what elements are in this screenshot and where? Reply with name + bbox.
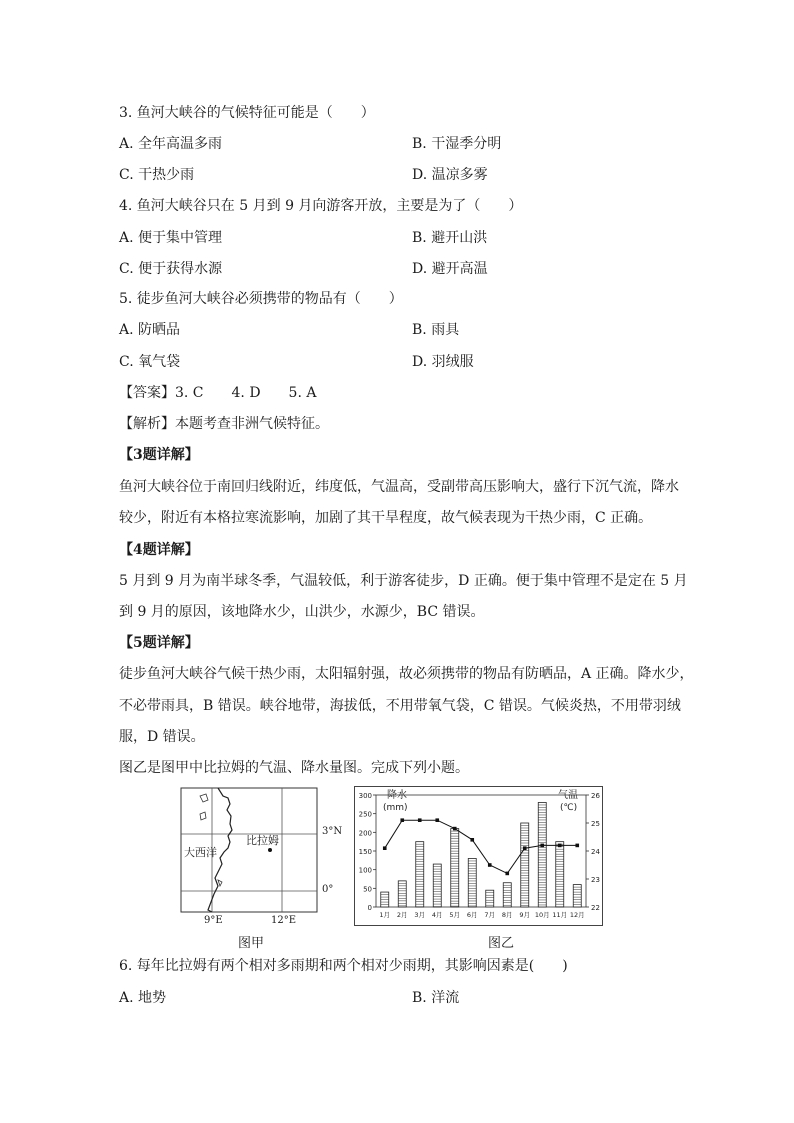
temperature-point: [488, 863, 492, 867]
month-label: 7月: [484, 911, 496, 919]
precip-bar-outline: [573, 885, 581, 907]
right-axis-tick-label: 22: [591, 904, 600, 912]
q5-stem: 5. 徒步鱼河大峡谷必须携带的物品有（ ）: [119, 291, 403, 307]
climate-chart-svg: [354, 786, 603, 926]
precip-bar-outline: [503, 883, 511, 907]
precip-bar: [538, 802, 546, 907]
detail-5-heading: 【5题详解】: [119, 635, 199, 651]
detail-4-line-2: 到 9 月的原因，该地降水少，山洪少，水源少，BC 错误。: [119, 604, 485, 620]
left-axis-tick-label: 50: [363, 885, 372, 894]
detail-4-line-1: 5 月到 9 月为南半球冬季，气温较低，利于游客徒步，D 正确。便于集中管理不是定在 5 月: [119, 573, 688, 589]
city-label: 比拉姆: [246, 834, 279, 847]
q3-option-b: B. 干湿季分明: [412, 136, 502, 152]
temperature-point: [575, 844, 579, 848]
month-label: 5月: [449, 911, 461, 919]
q5-option-d: D. 羽绒服: [412, 354, 474, 370]
left-axis-tick-label: 100: [358, 866, 372, 875]
q5-option-c: C. 氧气袋: [119, 354, 181, 370]
right-axis-unit: (℃): [560, 803, 578, 813]
q3-stem: 3. 鱼河大峡谷的气候特征可能是（ ）: [119, 105, 375, 121]
right-axis-tick-label: 26: [591, 792, 600, 800]
detail-5-line-3: 服，D 错误。: [119, 729, 205, 745]
q4-option-b: B. 避开山洪: [412, 230, 488, 246]
map-caption: 图甲: [238, 936, 265, 951]
precip-bar: [451, 829, 459, 907]
precip-bar: [486, 890, 494, 907]
lat-label-0: 0°: [322, 884, 334, 895]
temperature-point: [453, 827, 457, 831]
detail-5-line-2: 不必带雨具，B 错误。峡谷地带，海拔低，不用带氧气袋，C 错误。气候炎热，不用带羽绒: [119, 698, 681, 714]
precip-bar: [503, 883, 511, 907]
q3-option-a: A. 全年高温多雨: [119, 136, 223, 152]
right-axis-tick-label: 23: [591, 876, 600, 884]
month-label: 4月: [431, 911, 443, 919]
detail-3-line-2: 较少，附近有本格拉寒流影响，加剧了其干旱程度，故气候表现为干热少雨，C 正确。: [119, 510, 653, 526]
q4-option-c: C. 便于获得水源: [119, 261, 223, 277]
map-svg: [178, 786, 324, 916]
map-figure: [178, 786, 324, 916]
left-axis-tick-label: 250: [358, 810, 372, 819]
month-label: 6月: [466, 911, 478, 919]
month-label: 9月: [519, 911, 531, 919]
analysis-line: 【解析】本题考查非洲气候特征。: [119, 416, 329, 432]
detail-3-heading: 【3题详解】: [119, 447, 199, 463]
left-axis-tick-label: 300: [358, 792, 372, 800]
left-axis-tick-label: 0: [367, 904, 372, 912]
lon-label-12e: 12°E: [271, 915, 297, 926]
chart-caption: 图乙: [488, 936, 515, 951]
temperature-point: [558, 844, 562, 848]
q3-option-c: C. 干热少雨: [119, 167, 195, 183]
q6-stem: 6. 每年比拉姆有两个相对多雨期和两个相对少雨期，其影响因素是( ): [119, 958, 568, 974]
ocean-label: 大西洋: [184, 846, 217, 859]
climate-chart-figure: [354, 786, 603, 926]
left-axis-tick-label: 200: [358, 829, 372, 838]
precip-bar-outline: [433, 864, 441, 907]
precip-bar: [398, 881, 406, 907]
month-label: 8月: [501, 911, 513, 919]
temperature-point: [400, 818, 404, 822]
precip-bar: [521, 823, 529, 907]
precip-bar: [433, 864, 441, 907]
right-axis-tick-label: 24: [591, 848, 600, 856]
q5-option-b: B. 雨具: [412, 322, 460, 338]
temperature-point: [470, 838, 474, 842]
precip-bar: [416, 842, 424, 907]
month-label: 1月: [379, 911, 391, 919]
left-axis-tick-label: 150: [358, 848, 372, 856]
precip-bar-outline: [451, 829, 459, 907]
month-label: 3月: [414, 911, 426, 919]
intro-line: 图乙是图甲中比拉姆的气温、降水量图。完成下列小题。: [119, 760, 469, 776]
precip-bar-outline: [398, 881, 406, 907]
temperature-point: [383, 846, 387, 850]
q6-option-b: B. 洋流: [412, 990, 460, 1006]
month-label: 10月: [534, 911, 550, 919]
lon-label-9e: 9°E: [204, 915, 223, 926]
temperature-point: [418, 818, 422, 822]
detail-4-heading: 【4题详解】: [119, 542, 199, 558]
detail-5-line-1: 徒步鱼河大峡谷气候干热少雨，太阳辐射强，故必须携带的物品有防晒品，A 正确。降水少，: [119, 666, 694, 682]
q4-option-a: A. 便于集中管理: [119, 230, 223, 246]
temperature-point: [505, 872, 509, 876]
precip-bar: [381, 892, 389, 907]
q6-option-a: A. 地势: [119, 990, 167, 1006]
right-axis-label: 气温: [558, 790, 578, 801]
month-label: 2月: [396, 911, 408, 919]
q4-option-d: D. 避开高温: [412, 261, 488, 277]
q4-stem: 4. 鱼河大峡谷只在 5 月到 9 月向游客开放，主要是为了（ ）: [119, 198, 523, 214]
q3-option-d: D. 温凉多雾: [412, 167, 488, 183]
temperature-point: [523, 846, 527, 850]
precip-bar: [573, 885, 581, 907]
bilam-city-dot: [268, 848, 272, 852]
q5-option-a: A. 防晒品: [119, 322, 181, 338]
right-axis-tick-label: 25: [591, 820, 600, 828]
precip-bar: [556, 842, 564, 907]
lat-label-3n: 3°N: [322, 826, 343, 837]
temperature-point: [435, 818, 439, 822]
left-axis-unit: (mm): [383, 803, 408, 813]
month-label: 11月: [552, 911, 568, 919]
answer-line: 【答案】3. C 4. D 5. A: [119, 385, 317, 401]
left-axis-label: 降水: [387, 790, 407, 801]
temperature-point: [540, 844, 544, 848]
month-label: 12月: [569, 911, 585, 919]
precip-bar: [468, 858, 476, 907]
detail-3-line-1: 鱼河大峡谷位于南回归线附近，纬度低，气温高，受副带高压影响大，盛行下沉气流，降水: [119, 479, 679, 495]
